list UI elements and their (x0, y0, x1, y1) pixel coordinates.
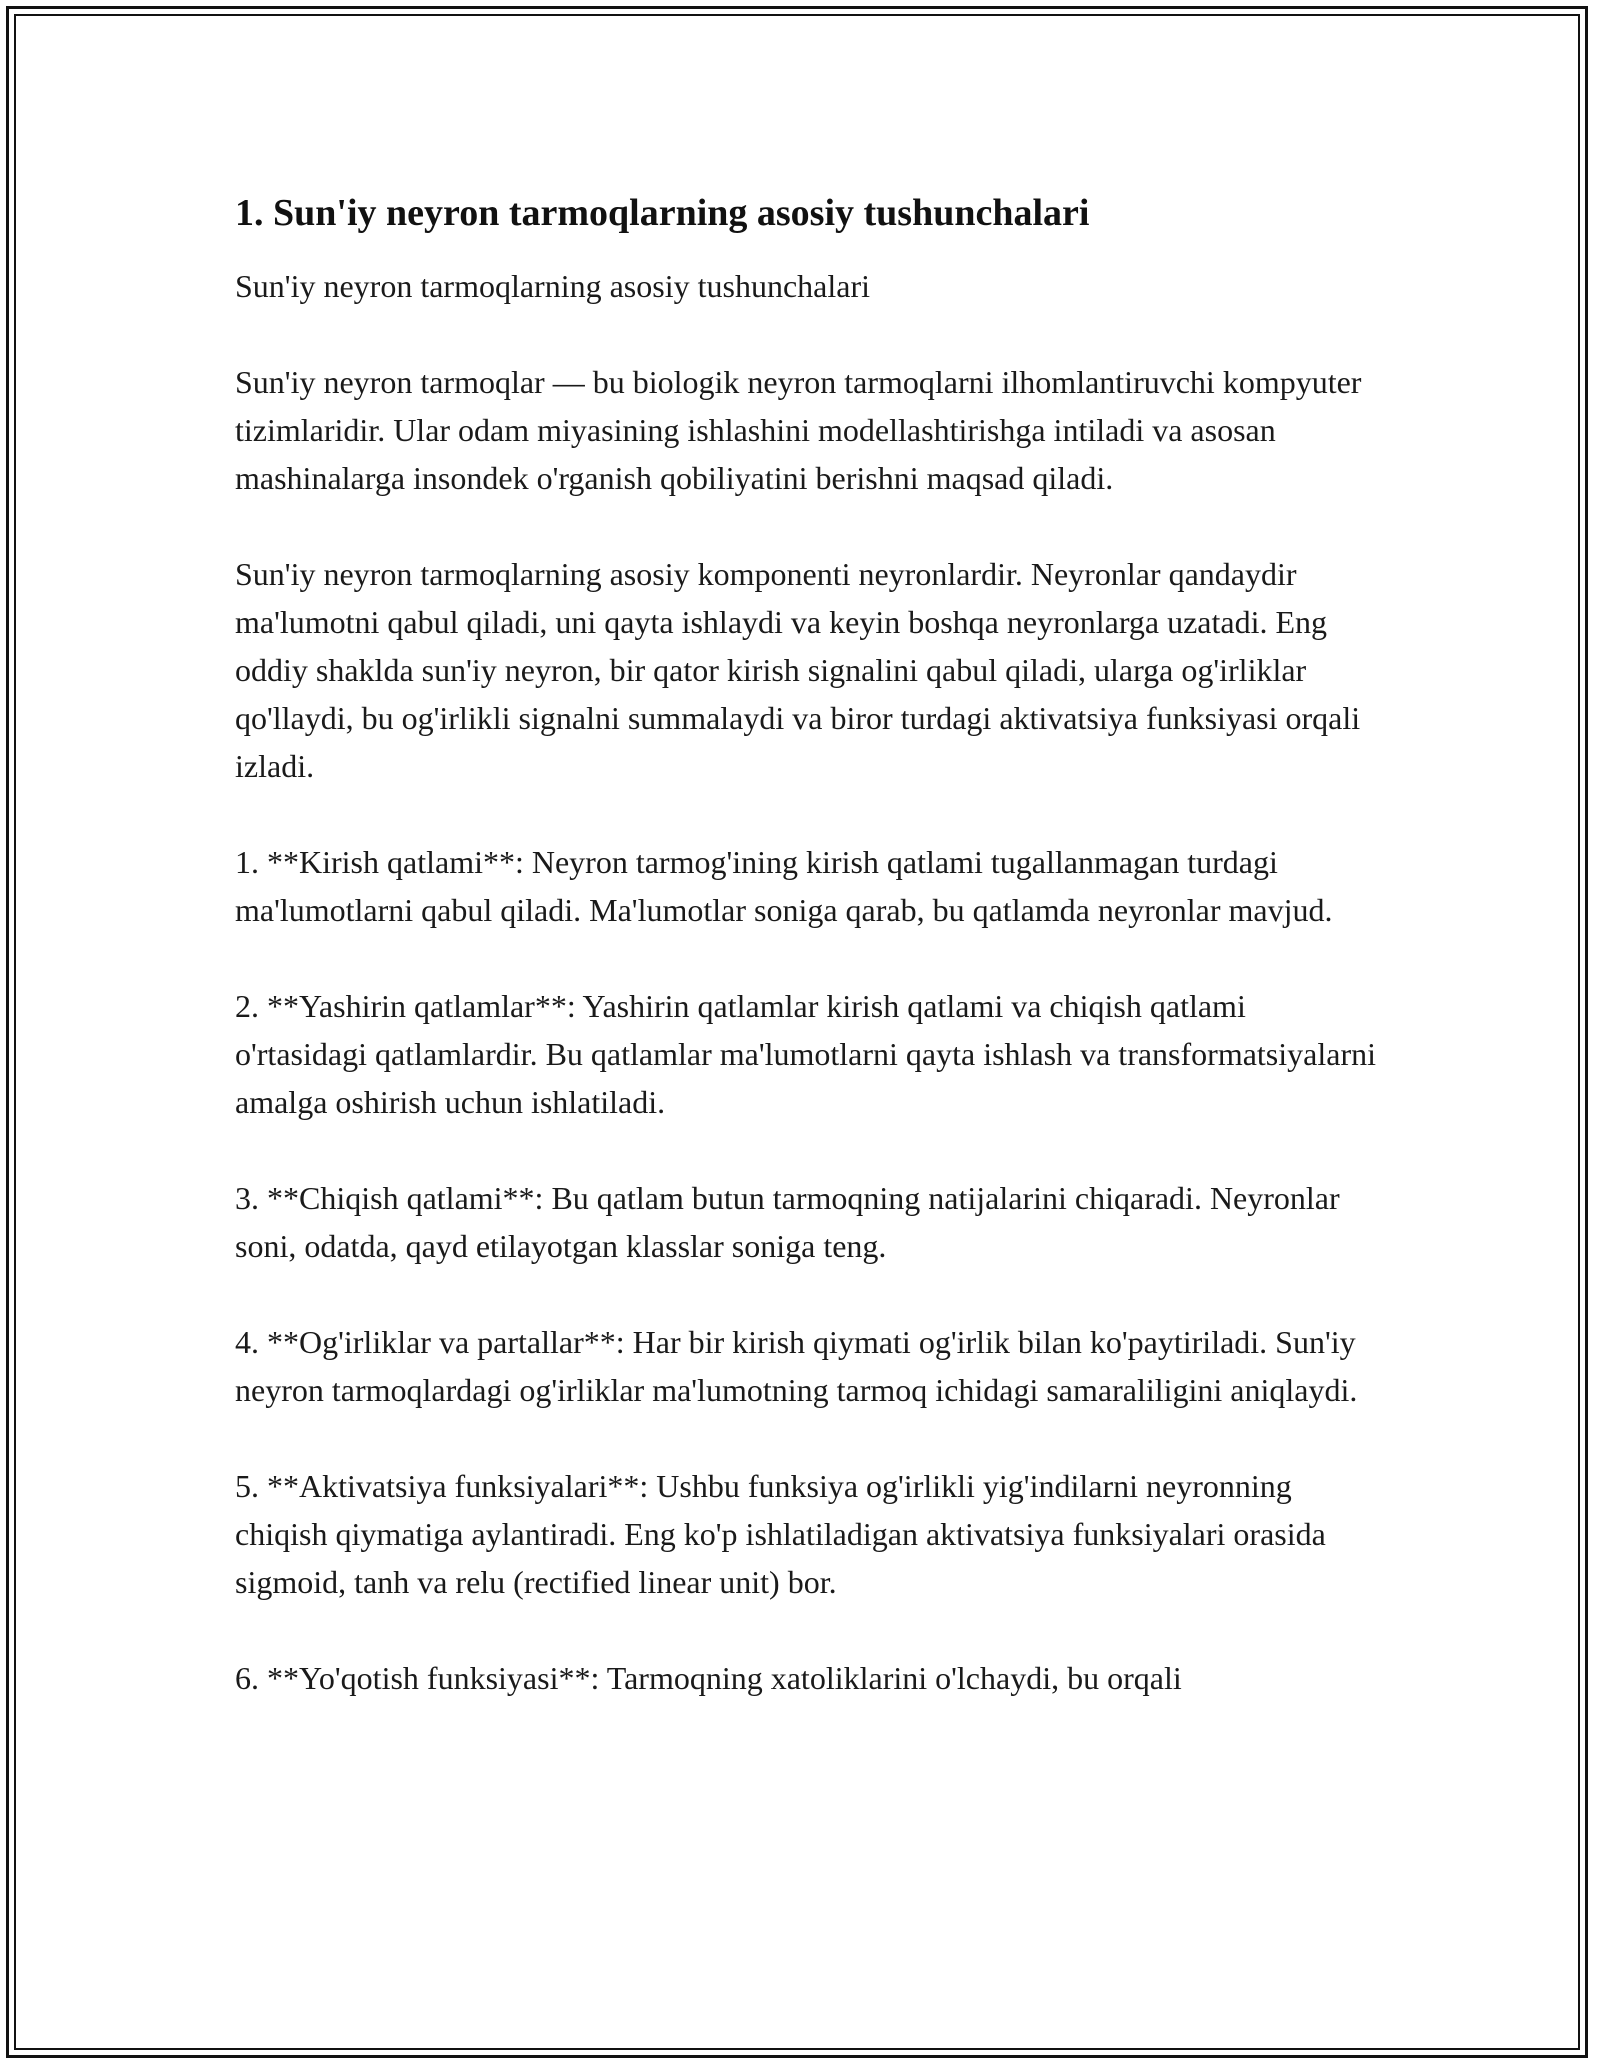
paragraph-hidden-layers: 2. **Yashirin qatlamlar**: Yashirin qatlamlar kirish qatlami va chiqish qatlami o'rtasidagi qatlamlardir. Bu qatlamlar ma'lumotlarni qayta ishlash va transformatsiyalarni amalga oshirish uchun ishlatiladi. (235, 988, 1376, 1120)
document-subtitle: Sun'iy neyron tarmoqlarning asosiy tushunchalari (235, 268, 870, 304)
paragraph-loss-function: 6. **Yo'qotish funksiyasi**: Tarmoqning xatoliklarini o'lchaydi, bu orqali (235, 1660, 1182, 1696)
document-title: 1. Sun'iy neyron tarmoqlarning asosiy tushunchalari (235, 192, 1090, 234)
paragraph-input-layer: 1. **Kirish qatlami**: Neyron tarmog'ining kirish qatlami tugallanmagan turdagi ma'lumotlarni qabul qiladi. Ma'lumotlar soniga qarab, bu qatlamda neyronlar mavjud. (235, 844, 1333, 928)
document-page (235, 188, 1385, 1702)
paragraph-intro: Sun'iy neyron tarmoqlar — bu biologik neyron tarmoqlarni ilhomlantiruvchi kompyuter tizimlaridir. Ular odam miyasining ishlashini modellashtirishga intiladi va asosan mashinalarga insondek o'rganish qobiliyatini berishni maqsad qiladi. (235, 364, 1362, 496)
paragraph-neurons: Sun'iy neyron tarmoqlarning asosiy komponenti neyronlardir. Neyronlar qandaydir ma'lumotni qabul qiladi, uni qayta ishlaydi va keyin boshqa neyronlarga uzatadi. Eng oddiy shaklda sun'iy neyron, bir qator kirish signalini qabul qiladi, ularga og'irliklar qo'llaydi, bu og'irlikli signalni summalaydi va biror turdagi aktivatsiya funksiyasi orqali izladi. (235, 556, 1361, 784)
paragraph-weights: 4. **Og'irliklar va partallar**: Har bir kirish qiymati og'irlik bilan ko'paytiriladi. Sun'iy neyron tarmoqlardagi og'irliklar ma'lumotning tarmoq ichidagi samaraliligini aniqlaydi. (235, 1324, 1358, 1408)
paragraph-activation-functions: 5. **Aktivatsiya funksiyalari**: Ushbu funksiya og'irlikli yig'indilarni neyronning chiqish qiymatiga aylantiradi. Eng ko'p ishlatiladigan aktivatsiya funksiyalari orasida sigmoid, tanh va relu (rectified linear unit) bor. (235, 1468, 1326, 1600)
paragraph-output-layer: 3. **Chiqish qatlami**: Bu qatlam butun tarmoqning natijalarini chiqaradi. Neyronlar soni, odatda, qayd etilayotgan klasslar soniga teng. (235, 1180, 1340, 1264)
